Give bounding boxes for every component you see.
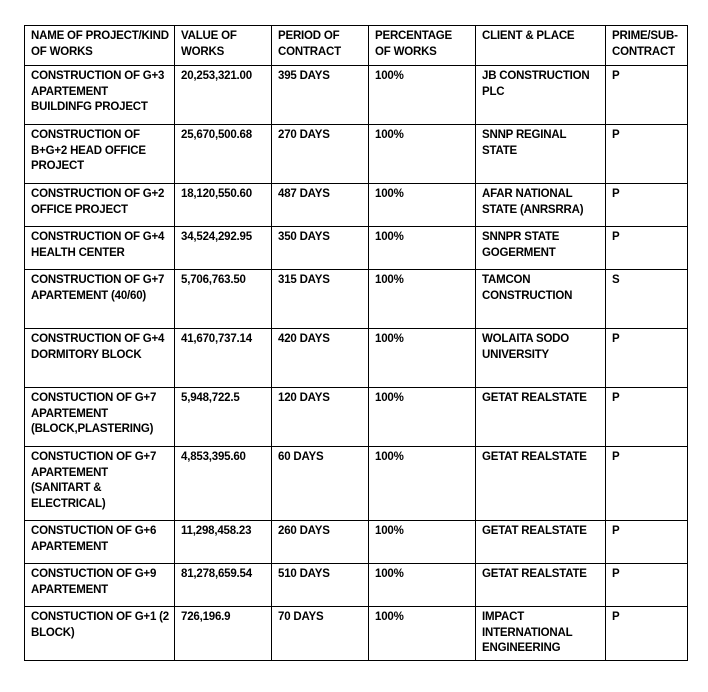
cell-percentage: 100% <box>369 388 476 447</box>
table-row <box>25 329 688 388</box>
cell-period: 60 DAYS <box>272 447 369 521</box>
table-header-row <box>25 26 688 66</box>
cell-project: CONSTUCTION OF G+9 APARTEMENT <box>25 564 175 607</box>
table-row <box>25 184 688 227</box>
works-experience-table <box>24 25 688 661</box>
table-row <box>25 270 688 329</box>
cell-client: GETAT REALSTATE <box>476 447 606 521</box>
cell-prime: P <box>606 521 688 564</box>
cell-period: 420 DAYS <box>272 329 369 388</box>
cell-client: TAMCON CONSTRUCTION <box>476 270 606 329</box>
cell-percentage: 100% <box>369 270 476 329</box>
cell-percentage: 100% <box>369 66 476 125</box>
cell-project: CONSTUCTION OF G+7 APARTEMENT (BLOCK,PLASTERING) <box>25 388 175 447</box>
cell-value: 81,278,659.54 <box>175 564 272 607</box>
cell-client: AFAR NATIONAL STATE (ANRSRRA) <box>476 184 606 227</box>
cell-prime: P <box>606 184 688 227</box>
cell-prime: P <box>606 66 688 125</box>
cell-percentage: 100% <box>369 125 476 184</box>
cell-prime: P <box>606 227 688 270</box>
cell-project: CONSTUCTION OF G+7 APARTEMENT (SANITART & ELECTRICAL) <box>25 447 175 521</box>
cell-period: 395 DAYS <box>272 66 369 125</box>
cell-period: 510 DAYS <box>272 564 369 607</box>
cell-prime: P <box>606 388 688 447</box>
cell-period: 270 DAYS <box>272 125 369 184</box>
header-project: NAME OF PROJECT/KIND OF WORKS <box>25 26 175 66</box>
cell-project: CONSTRUCTION OF G+4 DORMITORY BLOCK <box>25 329 175 388</box>
cell-prime: S <box>606 270 688 329</box>
cell-percentage: 100% <box>369 184 476 227</box>
table-row <box>25 66 688 125</box>
cell-client: SNNP REGINAL STATE <box>476 125 606 184</box>
cell-period: 120 DAYS <box>272 388 369 447</box>
header-value: VALUE OF WORKS <box>175 26 272 66</box>
cell-prime: P <box>606 329 688 388</box>
table-row <box>25 607 688 661</box>
cell-client: SNNPR STATE GOGERMENT <box>476 227 606 270</box>
cell-client: JB CONSTRUCTION PLC <box>476 66 606 125</box>
cell-value: 18,120,550.60 <box>175 184 272 227</box>
cell-client: GETAT REALSTATE <box>476 388 606 447</box>
cell-client: GETAT REALSTATE <box>476 521 606 564</box>
table-row <box>25 447 688 521</box>
cell-percentage: 100% <box>369 227 476 270</box>
cell-client: GETAT REALSTATE <box>476 564 606 607</box>
cell-value: 11,298,458.23 <box>175 521 272 564</box>
cell-prime: P <box>606 447 688 521</box>
cell-prime: P <box>606 607 688 661</box>
header-period: PERIOD OF CONTRACT <box>272 26 369 66</box>
cell-project: CONSTRUCTION OF G+7 APARTEMENT (40/60) <box>25 270 175 329</box>
cell-value: 5,948,722.5 <box>175 388 272 447</box>
header-percentage: PERCENTAGE OF WORKS <box>369 26 476 66</box>
cell-value: 25,670,500.68 <box>175 125 272 184</box>
cell-prime: P <box>606 564 688 607</box>
cell-project: CONSTRUCTION OF B+G+2 HEAD OFFICE PROJECT <box>25 125 175 184</box>
cell-prime: P <box>606 125 688 184</box>
cell-project: CONSTUCTION OF G+1 (2 BLOCK) <box>25 607 175 661</box>
cell-percentage: 100% <box>369 447 476 521</box>
cell-period: 260 DAYS <box>272 521 369 564</box>
cell-period: 315 DAYS <box>272 270 369 329</box>
cell-client: WOLAITA SODO UNIVERSITY <box>476 329 606 388</box>
cell-percentage: 100% <box>369 607 476 661</box>
cell-value: 20,253,321.00 <box>175 66 272 125</box>
cell-project: CONSTRUCTION OF G+4 HEALTH CENTER <box>25 227 175 270</box>
cell-project: CONSTRUCTION OF G+2 OFFICE PROJECT <box>25 184 175 227</box>
cell-period: 70 DAYS <box>272 607 369 661</box>
cell-value: 34,524,292.95 <box>175 227 272 270</box>
table-row <box>25 227 688 270</box>
cell-percentage: 100% <box>369 521 476 564</box>
cell-value: 5,706,763.50 <box>175 270 272 329</box>
cell-value: 41,670,737.14 <box>175 329 272 388</box>
table-row <box>25 521 688 564</box>
header-prime: PRIME/SUB-CONTRACT <box>606 26 688 66</box>
cell-project: CONSTUCTION OF G+6 APARTEMENT <box>25 521 175 564</box>
table-row <box>25 125 688 184</box>
cell-percentage: 100% <box>369 564 476 607</box>
cell-value: 4,853,395.60 <box>175 447 272 521</box>
table-row <box>25 388 688 447</box>
cell-project: CONSTRUCTION OF G+3 APARTEMENT BUILDINFG PROJECT <box>25 66 175 125</box>
header-client: CLIENT & PLACE <box>476 26 606 66</box>
table-row <box>25 564 688 607</box>
cell-client: IMPACT INTERNATIONAL ENGINEERING <box>476 607 606 661</box>
cell-percentage: 100% <box>369 329 476 388</box>
cell-period: 487 DAYS <box>272 184 369 227</box>
cell-period: 350 DAYS <box>272 227 369 270</box>
cell-value: 726,196.9 <box>175 607 272 661</box>
